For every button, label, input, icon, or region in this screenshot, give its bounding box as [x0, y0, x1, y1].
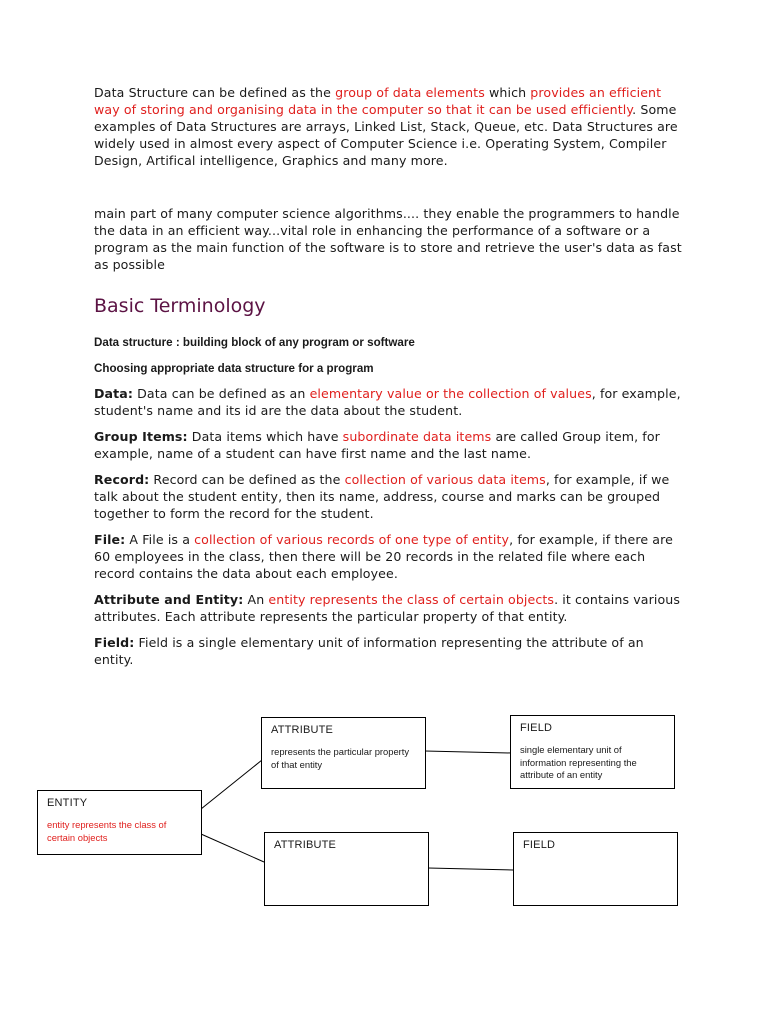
definition-text: Data can be defined as an: [133, 386, 310, 401]
intro-text-2: which: [484, 85, 531, 100]
definition-field: [94, 634, 684, 668]
field-description-1: single elementary unit of information representing the attribute of an entity: [520, 744, 637, 780]
intro-text-1: Data Structure can be defined as the: [94, 85, 336, 100]
connector-attribute2-field2: [428, 868, 513, 870]
definition-text: are called Group item, for example, name of a student can have first name and the last name.: [94, 429, 660, 461]
definition-highlight: collection of various data items: [344, 472, 546, 487]
definition-text: Record can be defined as the: [149, 472, 345, 487]
definition-record: [94, 471, 684, 522]
definition-term: Group Items:: [94, 429, 188, 444]
definition-text: . it contains various attributes. Each attribute represents the particular property of that entity.: [94, 592, 681, 624]
field-title-1: FIELD: [520, 722, 553, 734]
definition-highlight: collection of various records of one type of entity: [194, 532, 510, 547]
connector-entity-attribute1: [201, 760, 262, 809]
definition-data: [94, 385, 684, 419]
definition-text: Data items which have: [187, 429, 343, 444]
entity-title: ENTITY: [47, 797, 88, 809]
definition-file: [94, 531, 684, 582]
definition-text: Field is a single elementary unit of information representing the attribute of an entity.: [94, 635, 644, 667]
definition-highlight: subordinate data items: [342, 429, 492, 444]
definition-text: , for example, student's name and its id are the data about the student.: [94, 386, 681, 418]
attribute-title-2: ATTRIBUTE: [274, 839, 337, 851]
section-heading: Basic Terminology: [94, 295, 266, 317]
intro-highlight-2: provides an efficient way of storing and organising data in the computer so that it can be used efficiently: [94, 85, 662, 117]
intro-paragraph: [94, 84, 684, 169]
entity-box: [37, 790, 202, 855]
field-title-2: FIELD: [523, 839, 556, 851]
attribute-box-1: [261, 717, 426, 789]
intro-highlight-1: group of data elements: [335, 85, 485, 100]
field-box-2: [513, 832, 678, 906]
attribute-description-1: represents the particular property of that entity: [271, 746, 410, 770]
definition-highlight: entity represents the class of certain objects: [268, 592, 555, 607]
intro-text-3: . Some examples of Data Structures are arrays, Linked List, Stack, Queue, etc. Data Structures are widely used in almost every aspect of Computer Science i.e. Operating System, Compiler Design, Artifical intelligence, Graphics and many more.: [94, 102, 678, 168]
definition-term: Data:: [94, 386, 134, 401]
definition-text: A File is a: [125, 532, 195, 547]
attribute-title-1: ATTRIBUTE: [271, 724, 334, 736]
attribute-box-2: [264, 832, 429, 906]
definition-text: , for example, if there are 60 employees in the class, then there will be 20 records in the related file where each record contains the data about each employee.: [94, 532, 673, 581]
field-box-1: [510, 715, 675, 789]
second-paragraph: main part of many computer science algorithms.... they enable the programmers to handle the data in an efficient way...vital role in enhancing the performance of a software or a program as the main function of the software is to store and retrieve the user's data as fast as possible: [94, 206, 682, 272]
definition-group-items: [94, 428, 684, 462]
entity-description: entity represents the class of certain objects: [47, 819, 167, 843]
connector-attribute1-field1: [425, 751, 511, 753]
connector-entity-attribute2: [201, 834, 264, 862]
document-body: [94, 84, 684, 677]
subheading-choosing: Choosing appropriate data structure for a program: [94, 362, 374, 375]
definition-term: Record:: [94, 472, 150, 487]
definition-term: File:: [94, 532, 126, 547]
definition-term: Attribute and Entity:: [94, 592, 244, 607]
definition-text: An: [243, 592, 269, 607]
definition-highlight: elementary value or the collection of values: [309, 386, 592, 401]
definition-attribute-entity: [94, 591, 684, 625]
definition-text: , for example, if we talk about the student entity, then its name, address, course and marks can be grouped together to form the record for the student.: [94, 472, 670, 521]
definition-term: Field:: [94, 635, 135, 650]
subheading-building-block: Data structure : building block of any program or software: [94, 336, 415, 349]
